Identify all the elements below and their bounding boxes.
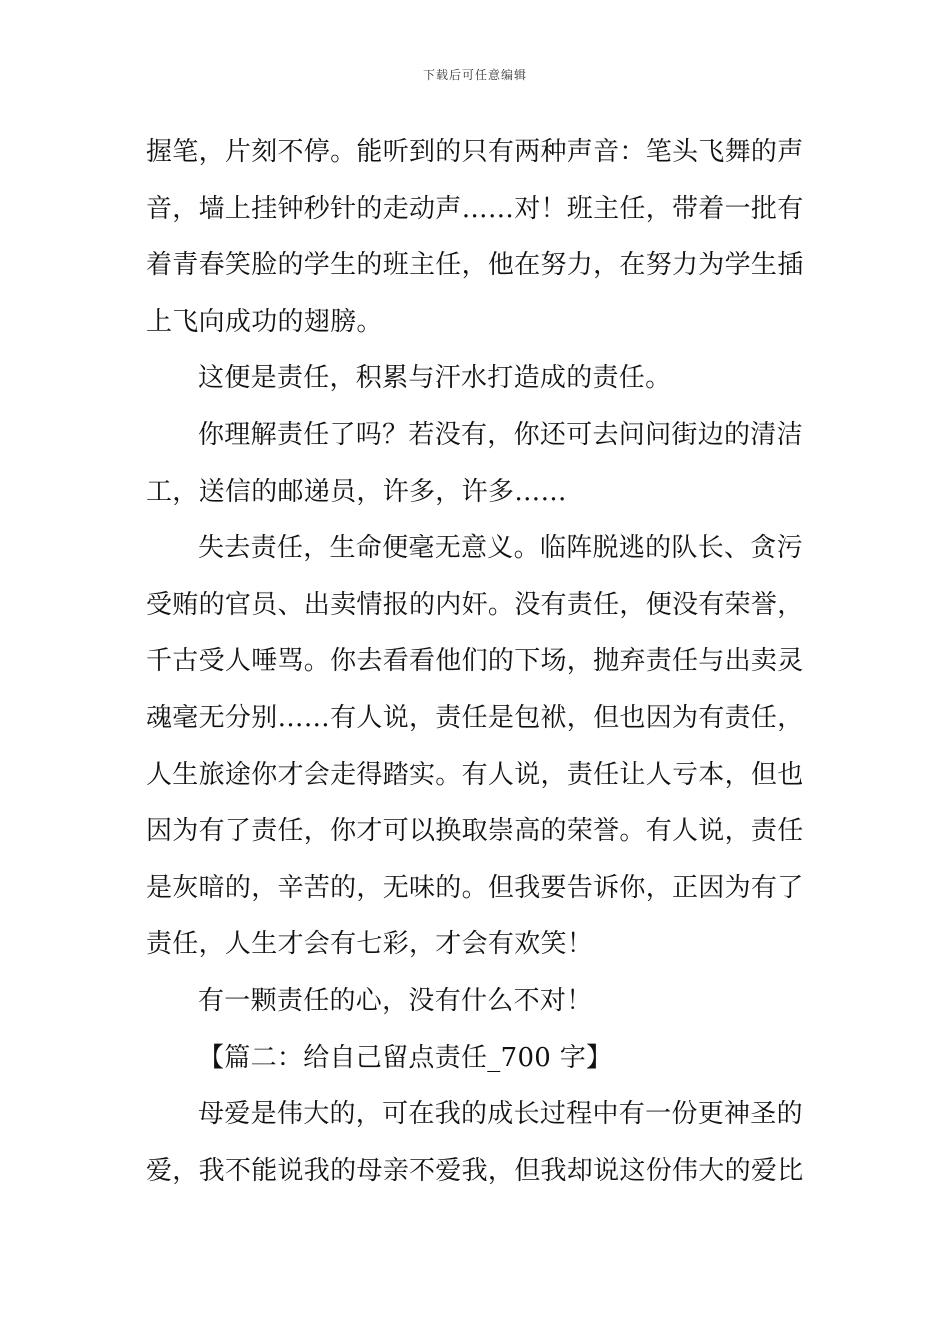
text-line: 工，送信的邮递员，许多，许多…… xyxy=(146,476,567,507)
text-line: 你理解责任了吗？若没有，你还可去问问街边的清洁 xyxy=(198,419,803,450)
text-line: 千古受人唾骂。你去看看他们的下场，抛弃责任与出卖灵 xyxy=(146,646,804,677)
text-line: 这便是责任，积累与汗水打造成的责任。 xyxy=(198,363,672,394)
text-line: 魂毫无分别……有人说，责任是包袱，但也因为有责任， xyxy=(146,702,804,733)
text-line: 音，墙上挂钟秒针的走动声……对！班主任，带着一批有 xyxy=(146,193,804,224)
text-line: 爱，我不能说我的母亲不爱我，但我却说这份伟大的爱比 xyxy=(146,1155,804,1186)
text-line: 责任，人生才会有七彩，才会有欢笑！ xyxy=(146,929,594,960)
page-header: 下载后可任意编辑 xyxy=(422,68,527,82)
text-line: 有一颗责任的心，没有什么不对！ xyxy=(198,985,593,1016)
text-line: 因为有了责任，你才可以换取崇高的荣誉。有人说，责任 xyxy=(146,816,804,847)
text-line: 握笔，片刻不停。能听到的只有两种声音：笔头飞舞的声 xyxy=(146,137,804,167)
text-line: 着青春笑脸的学生的班主任，他在努力，在努力为学生插 xyxy=(146,250,804,281)
section-heading: 【篇二：给自己留点责任_700 字】 xyxy=(198,1042,613,1073)
text-line: 人生旅途你才会走得踏实。有人说，责任让人亏本，但也 xyxy=(146,759,804,790)
text-line: 母爱是伟大的，可在我的成长过程中有一份更神圣的 xyxy=(198,1099,803,1130)
text-line: 是灰暗的，辛苦的，无味的。但我要告诉你，正因为有了 xyxy=(146,872,804,903)
document-body xyxy=(146,124,810,1199)
text-line: 受贿的官员、出卖情报的内奸。没有责任，便没有荣誉， xyxy=(146,589,804,620)
text-line: 上飞向成功的翅膀。 xyxy=(146,306,383,337)
text-line: 失去责任，生命便毫无意义。临阵脱逃的队长、贪污 xyxy=(198,533,803,564)
